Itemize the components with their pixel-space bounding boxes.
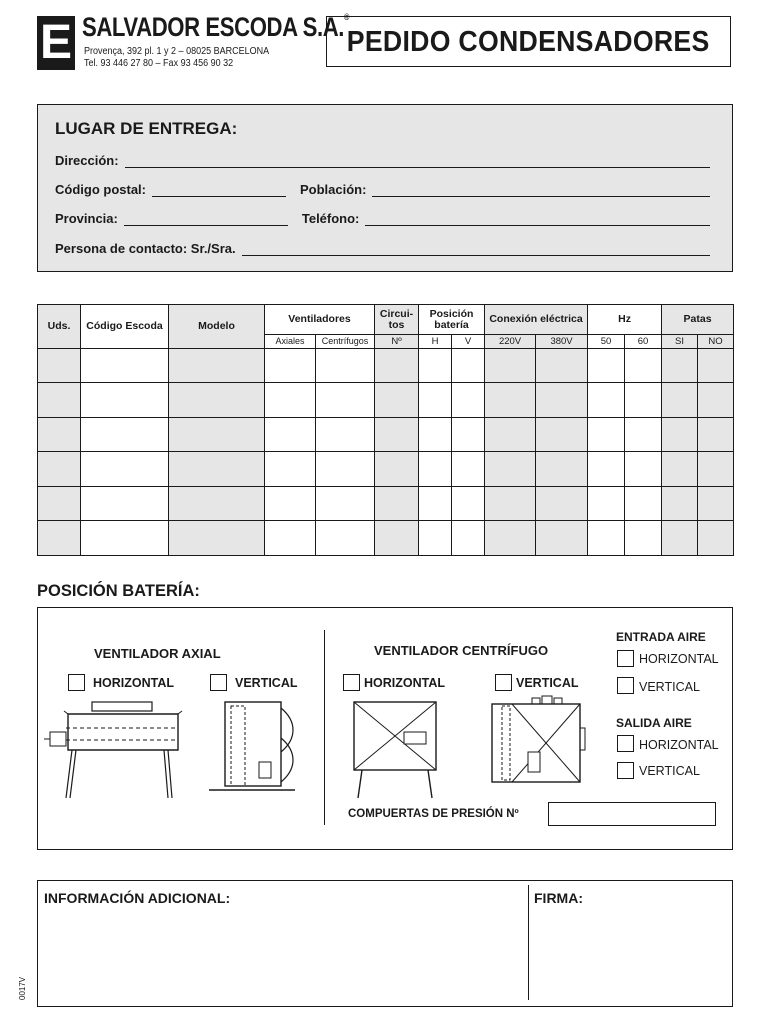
- contact-label: Persona de contacto: Sr./Sra.: [55, 241, 236, 256]
- centrifugal-fan-title: VENTILADOR CENTRÍFUGO: [374, 643, 549, 658]
- col-hz: Hz: [588, 305, 662, 335]
- table-cell[interactable]: [485, 521, 536, 556]
- contact-row: [55, 238, 710, 256]
- signature-field[interactable]: [534, 912, 726, 1002]
- table-cell[interactable]: [452, 348, 485, 383]
- table-cell[interactable]: [662, 348, 698, 383]
- air-out-vertical-checkbox[interactable]: [617, 762, 634, 779]
- city-field[interactable]: [372, 184, 710, 197]
- address-label: Dirección:: [55, 153, 119, 168]
- axial-horizontal-label: HORIZONTAL: [93, 676, 175, 690]
- table-cell[interactable]: [625, 417, 662, 452]
- table-cell[interactable]: [38, 417, 81, 452]
- table-cell[interactable]: [265, 452, 316, 487]
- axial-horizontal-drawing: [40, 698, 185, 803]
- table-cell[interactable]: [375, 417, 419, 452]
- col-battery-v: V: [452, 335, 485, 348]
- col-legs-no: NO: [698, 335, 734, 348]
- table-cell[interactable]: [625, 348, 662, 383]
- dampers-label: COMPUERTAS DE PRESIÓN Nº: [348, 808, 519, 820]
- table-cell[interactable]: [698, 383, 734, 418]
- table-row: [38, 383, 734, 418]
- form-title-text: PEDIDO CONDENSADORES: [347, 26, 710, 58]
- col-fans-axial: Axiales: [265, 335, 316, 348]
- table-cell[interactable]: [81, 452, 169, 487]
- order-table: [37, 304, 734, 556]
- table-row: [38, 521, 734, 556]
- table-cell[interactable]: [169, 486, 265, 521]
- table-cell[interactable]: [316, 521, 375, 556]
- centrifugal-horizontal-checkbox[interactable]: [343, 674, 360, 691]
- additional-info-label: INFORMACIÓN ADICIONAL:: [44, 890, 231, 906]
- col-legs: Patas: [662, 305, 734, 335]
- axial-horizontal-checkbox[interactable]: [68, 674, 85, 691]
- table-cell[interactable]: [588, 417, 625, 452]
- axial-vertical-label: VERTICAL: [235, 676, 298, 690]
- table-cell[interactable]: [588, 521, 625, 556]
- table-cell[interactable]: [265, 417, 316, 452]
- table-cell[interactable]: [536, 348, 588, 383]
- table-cell[interactable]: [625, 452, 662, 487]
- table-row: [38, 417, 734, 452]
- centrifugal-horizontal-label: HORIZONTAL: [364, 676, 446, 690]
- table-cell[interactable]: [698, 417, 734, 452]
- axial-fan-title: VENTILADOR AXIAL: [94, 646, 221, 661]
- company-phone-fax: Tel. 93 446 27 80 – Fax 93 456 90 32: [84, 58, 234, 69]
- province-field[interactable]: [124, 213, 288, 226]
- table-cell[interactable]: [662, 417, 698, 452]
- delivery-section: [37, 104, 733, 272]
- col-units: Uds.: [38, 305, 81, 349]
- table-cell[interactable]: [316, 383, 375, 418]
- col-model: Modelo: [169, 305, 265, 349]
- air-out-horizontal-checkbox[interactable]: [617, 735, 634, 752]
- table-cell[interactable]: [536, 383, 588, 418]
- col-hz-50: 50: [588, 335, 625, 348]
- table-cell[interactable]: [375, 486, 419, 521]
- table-cell[interactable]: [169, 383, 265, 418]
- table-cell[interactable]: [698, 348, 734, 383]
- phone-label: Teléfono:: [301, 211, 360, 226]
- col-volt-380: 380V: [536, 335, 588, 348]
- table-cell[interactable]: [375, 383, 419, 418]
- contact-field[interactable]: [242, 243, 710, 256]
- table-cell[interactable]: [588, 452, 625, 487]
- table-cell[interactable]: [419, 521, 452, 556]
- table-cell[interactable]: [81, 417, 169, 452]
- table-cell[interactable]: [698, 521, 734, 556]
- postal-code-label: Código postal:: [55, 182, 146, 197]
- table-cell[interactable]: [316, 452, 375, 487]
- table-cell[interactable]: [265, 383, 316, 418]
- table-cell[interactable]: [38, 486, 81, 521]
- company-name-text: SALVADOR ESCODA S.A.: [82, 12, 345, 42]
- province-label: Provincia:: [55, 211, 118, 226]
- table-cell[interactable]: [625, 486, 662, 521]
- table-cell[interactable]: [419, 452, 452, 487]
- table-cell[interactable]: [265, 486, 316, 521]
- table-cell[interactable]: [698, 486, 734, 521]
- address-field[interactable]: [125, 155, 710, 168]
- col-battery-h: H: [419, 335, 452, 348]
- centrifugal-vertical-checkbox[interactable]: [495, 674, 512, 691]
- section-divider: [324, 630, 325, 825]
- table-row: [38, 486, 734, 521]
- centrifugal-horizontal-drawing: [350, 698, 440, 800]
- table-cell[interactable]: [662, 383, 698, 418]
- table-cell[interactable]: [452, 452, 485, 487]
- table-cell[interactable]: [169, 521, 265, 556]
- table-cell[interactable]: [38, 383, 81, 418]
- table-row: [38, 348, 734, 383]
- company-address: Provença, 392 pl. 1 y 2 – 08025 BARCELONA: [84, 46, 270, 57]
- axial-vertical-checkbox[interactable]: [210, 674, 227, 691]
- registered-mark: ®: [344, 12, 350, 22]
- table-cell[interactable]: [316, 348, 375, 383]
- form-title: [326, 16, 731, 67]
- postal-code-field[interactable]: [152, 184, 286, 197]
- table-cell[interactable]: [485, 452, 536, 487]
- document-reference: 0017V: [18, 976, 27, 1000]
- table-cell[interactable]: [485, 417, 536, 452]
- table-cell[interactable]: [316, 486, 375, 521]
- address-row: [55, 150, 710, 168]
- order-rows: [38, 348, 734, 555]
- table-cell[interactable]: [536, 417, 588, 452]
- table-cell[interactable]: [38, 348, 81, 383]
- table-cell[interactable]: [316, 417, 375, 452]
- table-cell[interactable]: [662, 452, 698, 487]
- table-cell[interactable]: [452, 417, 485, 452]
- air-in-title: ENTRADA AIRE: [616, 630, 706, 644]
- table-cell[interactable]: [81, 521, 169, 556]
- dampers-input[interactable]: [548, 802, 716, 826]
- air-out-title: SALIDA AIRE: [616, 716, 692, 730]
- table-cell[interactable]: [169, 417, 265, 452]
- table-cell[interactable]: [375, 521, 419, 556]
- phone-field[interactable]: [365, 213, 710, 226]
- table-cell[interactable]: [588, 486, 625, 521]
- table-cell[interactable]: [81, 348, 169, 383]
- table-cell[interactable]: [662, 486, 698, 521]
- table-cell[interactable]: [169, 348, 265, 383]
- table-row: [38, 452, 734, 487]
- table-cell[interactable]: [452, 486, 485, 521]
- col-circuits-no: Nº: [375, 335, 419, 348]
- table-cell[interactable]: [81, 383, 169, 418]
- table-cell[interactable]: [536, 486, 588, 521]
- table-cell[interactable]: [485, 383, 536, 418]
- col-hz-60: 60: [625, 335, 662, 348]
- info-divider: [528, 885, 529, 1000]
- company-name: [82, 12, 349, 43]
- additional-info-field[interactable]: [44, 912, 522, 1002]
- table-cell[interactable]: [698, 452, 734, 487]
- signature-label: FIRMA:: [534, 890, 583, 906]
- col-volt-220: 220V: [485, 335, 536, 348]
- table-cell[interactable]: [81, 486, 169, 521]
- table-cell[interactable]: [38, 452, 81, 487]
- centrifugal-vertical-drawing: [488, 694, 588, 786]
- col-fans: Ventiladores: [265, 305, 375, 335]
- air-out-vertical-label: VERTICAL: [639, 764, 700, 778]
- table-cell[interactable]: [38, 521, 81, 556]
- battery-position-heading: POSICIÓN BATERÍA:: [37, 582, 200, 600]
- air-in-horizontal-checkbox[interactable]: [617, 650, 634, 667]
- postal-city-row: [55, 179, 710, 197]
- table-cell[interactable]: [536, 452, 588, 487]
- col-battery-position: Posición batería: [419, 305, 485, 335]
- col-circuits: Circui-tos: [375, 305, 419, 335]
- table-cell[interactable]: [375, 452, 419, 487]
- city-label: Población:: [300, 182, 367, 197]
- col-legs-yes: SI: [662, 335, 698, 348]
- axial-vertical-drawing: [205, 698, 305, 798]
- centrifugal-vertical-label: VERTICAL: [516, 676, 579, 690]
- table-cell[interactable]: [419, 383, 452, 418]
- table-cell[interactable]: [485, 348, 536, 383]
- table-cell[interactable]: [452, 521, 485, 556]
- table-cell[interactable]: [419, 417, 452, 452]
- table-cell[interactable]: [375, 348, 419, 383]
- air-out-horizontal-label: HORIZONTAL: [639, 738, 719, 752]
- province-phone-row: [55, 208, 710, 226]
- air-in-vertical-checkbox[interactable]: [617, 677, 634, 694]
- table-cell[interactable]: [485, 486, 536, 521]
- company-logo: E: [37, 16, 75, 70]
- table-cell[interactable]: [419, 486, 452, 521]
- table-cell[interactable]: [169, 452, 265, 487]
- air-in-vertical-label: VERTICAL: [639, 680, 700, 694]
- delivery-heading: LUGAR DE ENTREGA:: [55, 119, 238, 138]
- table-cell[interactable]: [536, 521, 588, 556]
- table-cell[interactable]: [265, 348, 316, 383]
- col-electrical: Conexión eléctrica: [485, 305, 588, 335]
- table-cell[interactable]: [662, 521, 698, 556]
- table-cell[interactable]: [588, 383, 625, 418]
- col-code: Código Escoda: [81, 305, 169, 349]
- air-in-horizontal-label: HORIZONTAL: [639, 652, 719, 666]
- col-fans-centrifugal: Centrífugos: [316, 335, 375, 348]
- table-cell[interactable]: [588, 348, 625, 383]
- table-cell[interactable]: [452, 383, 485, 418]
- table-cell[interactable]: [419, 348, 452, 383]
- table-cell[interactable]: [625, 383, 662, 418]
- table-cell[interactable]: [265, 521, 316, 556]
- table-cell[interactable]: [625, 521, 662, 556]
